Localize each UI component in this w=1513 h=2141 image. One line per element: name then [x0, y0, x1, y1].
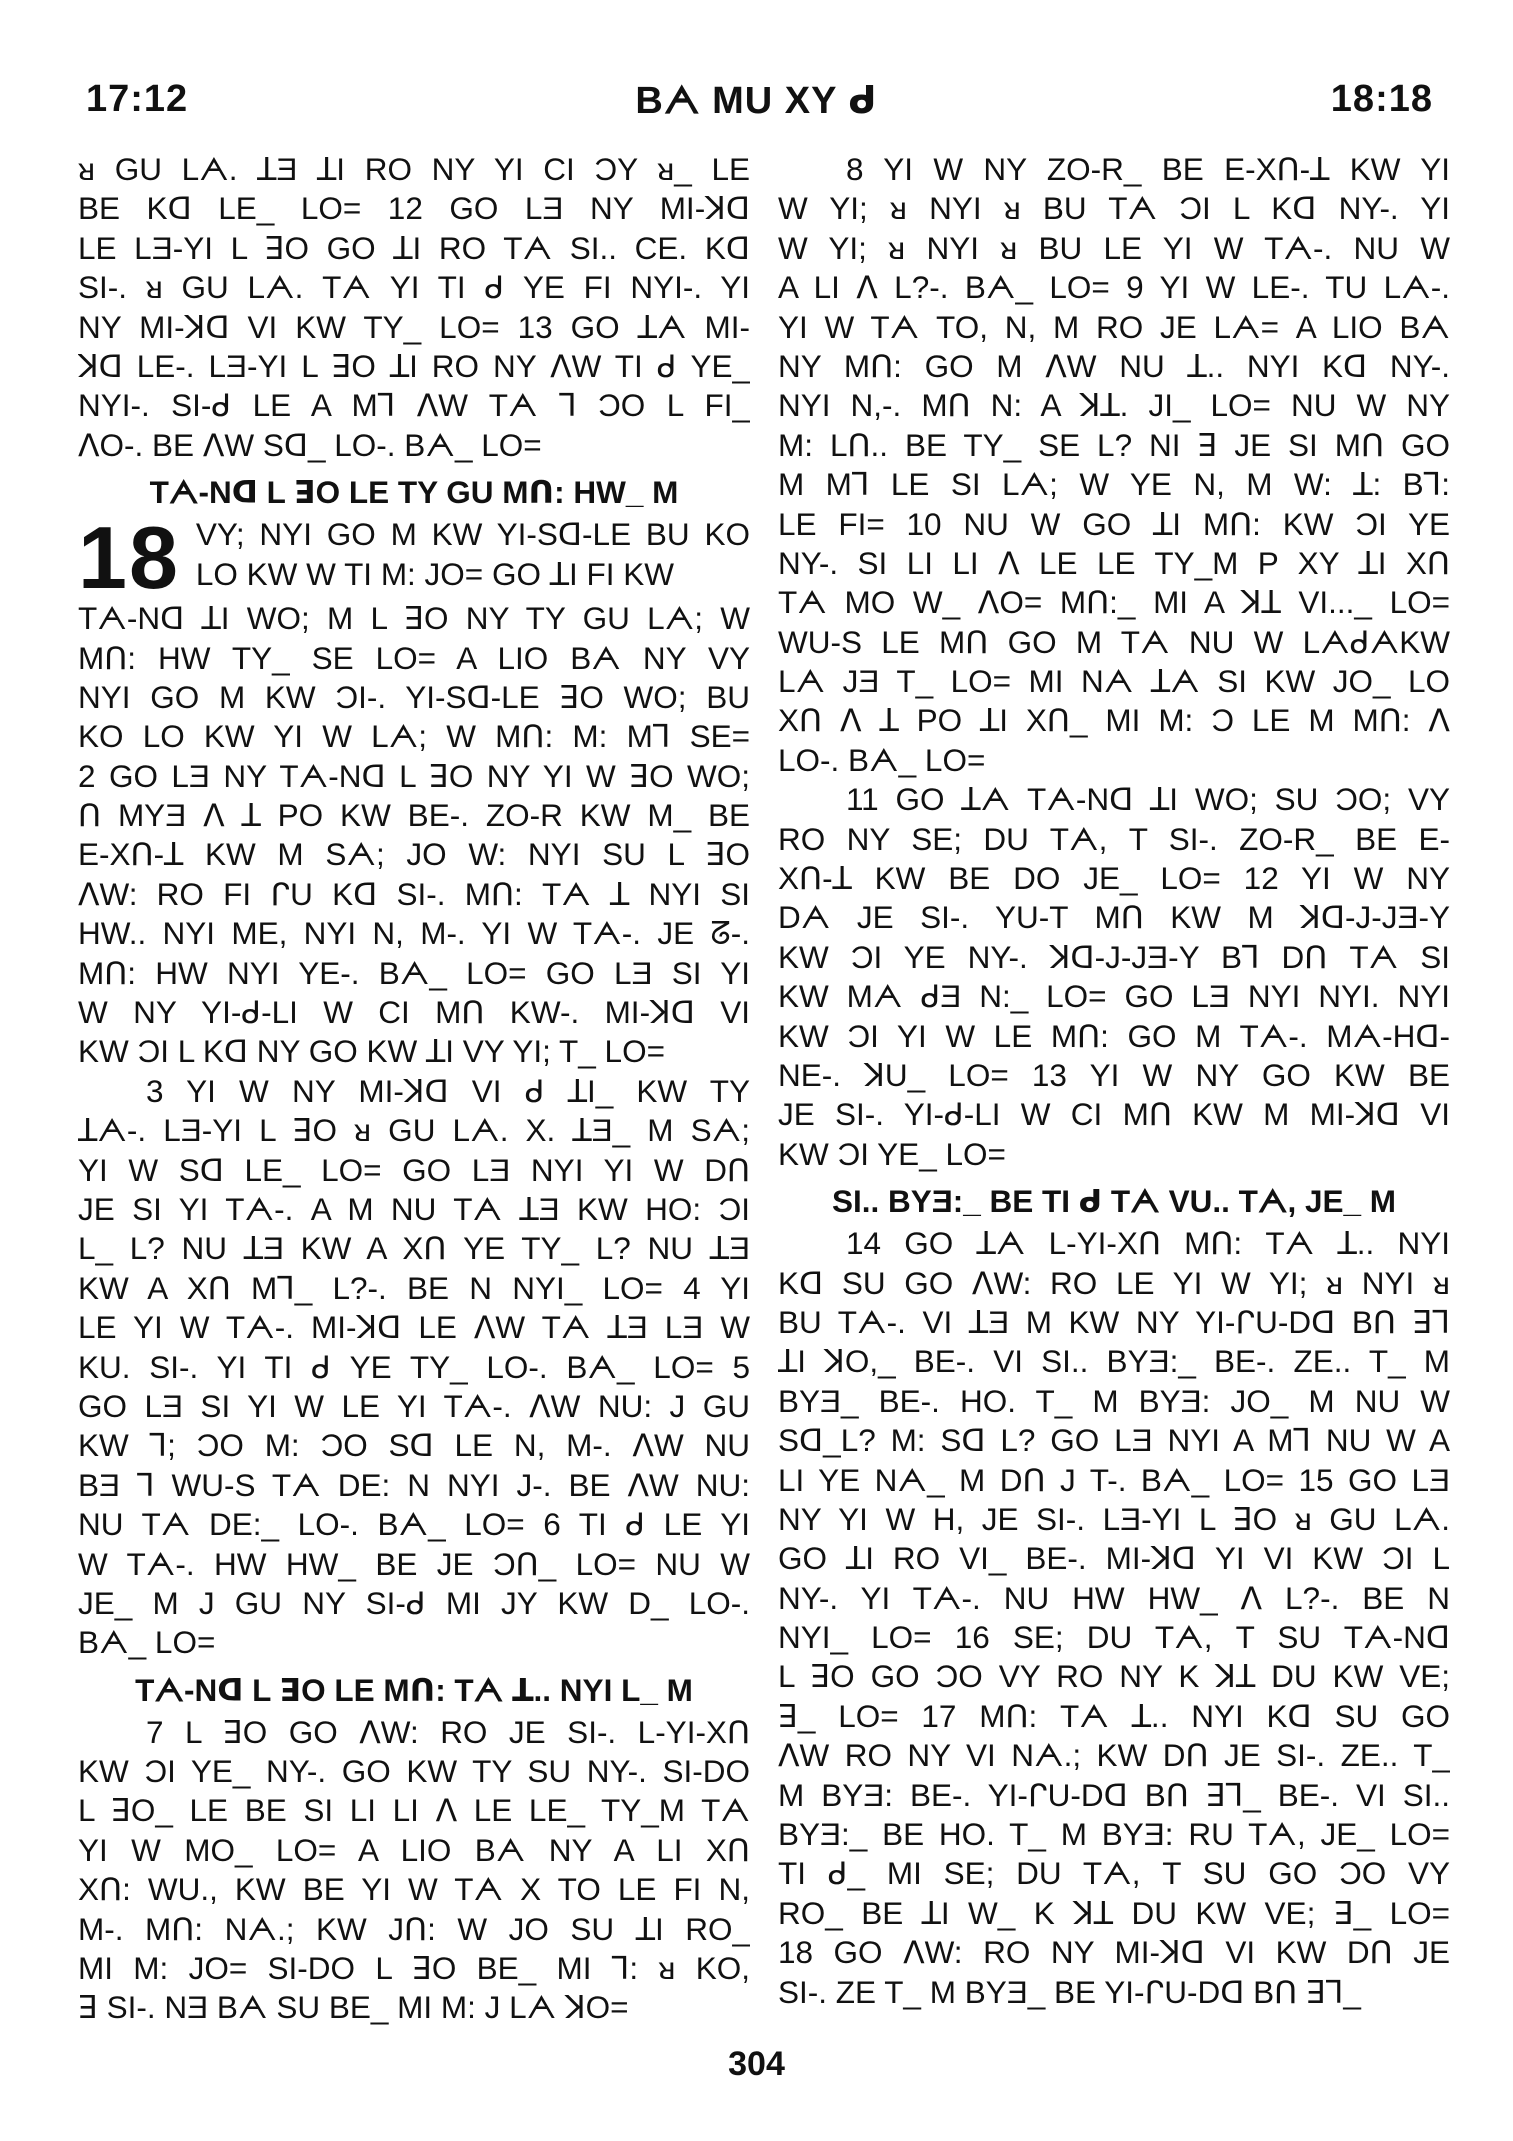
- section-heading: SI.. BYƎ:_ BE TI ᑯ Tᗅ VU.. Tᗅ, JE_ M: [831, 1183, 1397, 1220]
- text-line: W YI; ᴚ NYI ᴚ BU LE YI W Tᗅ-. NU W: [778, 229, 1450, 266]
- text-line: ꓱ_ LO= 17 Mᑎ: Tᗅ ꓕ.. NYI Kᗡ SU GO: [778, 1697, 1450, 1734]
- text-line: Tᗅ-Nᗡ ꓕI WO; M L ꓱO NY TY GU Lᗅ; W: [78, 600, 750, 637]
- text-line: ꓘᗡ LE-. LƎ-YI L ꓱO ꓕI RO NY ᐱW TI ᑯ YE_: [78, 347, 750, 384]
- text-line: YI W Sᗡ LE_ LO= GO LƎ NYI YI W Dᑎ: [78, 1151, 750, 1188]
- text-line: KW ƆI L Kᗡ NY GO KW ꓕI VY YI; T_ LO=: [78, 1033, 665, 1070]
- text-line: Mᑎ: HW NYI YE-. Bᗅ_ LO= GO LƎ SI YI: [78, 954, 750, 991]
- text-line: ꓱ SI-. NƎ Bᗅ SU BE_ MI M: J Lᗅ ꓘO=: [78, 1989, 629, 2026]
- text-line: NE-. ꓘU_ LO= 13 YI W NY GO KW BE: [778, 1056, 1450, 1093]
- text-line: JE SI-. YI-ᑯ-LI W CI Mᑎ KW M MI-ꓘᗡ VI: [778, 1096, 1450, 1133]
- text-line: LE FI= 10 NU W GO ꓕI Mᑎ: KW ƆI YE: [778, 505, 1450, 542]
- chapter-start: [78, 515, 750, 599]
- text-line: A LI ᐱ L?-. Bᗅ_ LO= 9 YI W LE-. TU Lᗅ-.: [778, 269, 1450, 306]
- text-line: Sᗡ_L? M: Sᗡ L? GO LƎ NYI A Mꓶ NU W A: [778, 1422, 1450, 1459]
- text-line: M-. Mᑎ: Nᗅ.; KW Jᑎ: W JO SU ꓕI RO_: [78, 1910, 750, 1947]
- text-line: L ꓱO_ LE BE SI LI LI ᐱ LE LE_ TY_M Tᗅ: [78, 1792, 750, 1829]
- chapter-verse-left: 17:12: [86, 78, 189, 120]
- text-line: ꓕᗅ-. LƎ-YI L ꓱO ᴚ GU Lᗅ. X. ꓕƎ_ M Sᗅ;: [78, 1112, 750, 1149]
- text-line: L ꓱO GO ƆO VY RO NY K ꓘꓕ DU KW VE;: [778, 1658, 1450, 1695]
- text-line: NY Mᑎ: GO M ᐱW NU ꓕ.. NYI Kᗡ NY-.: [778, 347, 1450, 384]
- text-line: NYI_ LO= 16 SE; DU Tᗅ, T SU Tᗅ-Nᗡ: [778, 1619, 1450, 1656]
- text-line: LO-. Bᗅ_ LO=: [778, 741, 986, 778]
- text-line: BE Kᗡ LE_ LO= 12 GO LƎ NY MI-ꓘᗡ: [78, 190, 750, 227]
- page-number: 304: [728, 2045, 785, 2083]
- text-line: M BYƎ: BE-. YI-ᒋU-Dᗡ Bᑎ ꓱꓶ_ BE-. VI SI..: [778, 1776, 1450, 1813]
- text-line: Lᗅ JƎ T_ LO= MI Nᗅ ꓕᗅ SI KW JO_ LO: [778, 663, 1450, 700]
- text-line: ᑎ MYƎ ᐱ ꓕ PO KW BE-. ZO-R KW M_ BE: [78, 797, 750, 834]
- text-line: KU. SI-. YI TI ᑯ YE TY_ LO-. Bᗅ_ LO= 5: [78, 1348, 750, 1385]
- text-line: RO NY SE; DU Tᗅ, T SI-. ZO-R_ BE E-: [778, 820, 1450, 857]
- text-line: M: Lᑎ.. BE TY_ SE L? NI ꓱ JE SI Mᑎ GO: [778, 426, 1450, 463]
- chapter-number: 18: [78, 515, 180, 600]
- text-line: Xᑎ: WU., KW BE YI W Tᗅ X TO LE FI N,: [78, 1871, 750, 1908]
- text-line: ᐱO-. BE ᐱW Sᗡ_ LO-. Bᗅ_ LO=: [78, 426, 542, 463]
- right-block-3: [778, 1264, 1450, 2012]
- left-block-1: [78, 150, 750, 465]
- text-line: 18 GO ᐱW: RO NY MI-ꓘᗡ VI KW Dᑎ JE: [778, 1934, 1450, 1971]
- text-line: LE LƎ-YI L ꓱO GO ꓕI RO Tᗅ SI.. CE. Kᗡ: [78, 229, 750, 266]
- text-line: KW ƆI YE_ NY-. GO KW TY SU NY-. SI-DO: [78, 1753, 750, 1790]
- text-line: W Tᗅ-. HW HW_ BE JE Ɔᑎ_ LO= NU W: [78, 1545, 750, 1582]
- text-line: BU Tᗅ-. VI ꓕƎ M KW NY YI-ᒋU-Dᗡ Bᑎ ꓱꓶ: [778, 1303, 1450, 1340]
- paragraph-start: 14 GO ꓕᗅ L-YI-Xᑎ Mᑎ: Tᗅ ꓕ.. NYI: [846, 1225, 1450, 1262]
- text-line: MI M: JO= SI-DO L ꓱO BE_ MI ꓶ: ᴚ KO,: [78, 1950, 750, 1987]
- text-line: NYI N,-. Mᑎ N: A ꓘꓕ. JI_ LO= NU W NY: [778, 387, 1450, 424]
- text-line: Dᗅ JE SI-. YU-T Mᑎ KW M ꓘᗡ-J-JƎ-Y: [778, 899, 1450, 936]
- right-column: [778, 150, 1450, 2012]
- text-line: L_ L? NU ꓕƎ KW A Xᑎ YE TY_ L? NU ꓕƎ: [78, 1230, 750, 1267]
- text-line: NY-. SI LI LI ᐱ LE LE TY_M P XY ꓕI Xᑎ: [778, 544, 1450, 581]
- book-title: Bᗅ MU XY ᑯ: [635, 80, 878, 122]
- text-line: JE_ M J GU NY SI-ᑯ MI JY KW D_ LO-.: [78, 1584, 750, 1621]
- text-line: LE YI W Tᗅ-. MI-ꓘᗡ LE ᐱW Tᗅ ꓕƎ LƎ W: [78, 1309, 750, 1346]
- left-block-4: [78, 1752, 750, 2028]
- text-line: ᴚ GU Lᗅ. ꓕƎ ꓕI RO NY YI CI ƆY ᴚ_ LE: [78, 151, 750, 187]
- chapter-verse-right: 18:18: [1330, 78, 1433, 120]
- text-line: KW ƆI YI W LE Mᑎ: GO M Tᗅ-. Mᗅ-Hᗡ-: [778, 1017, 1450, 1054]
- text-line: YI W Tᗅ TO, N, M RO JE Lᗅ= A LIO Bᗅ: [778, 308, 1450, 345]
- text-line: SI-. ᴚ GU Lᗅ. Tᗅ YI TI ᑯ YE FI NYI-. YI: [78, 269, 750, 306]
- text-line: Bᗅ_ LO=: [78, 1624, 216, 1661]
- paragraph-start: 7 L ꓱO GO ᐱW: RO JE SI-. L-YI-Xᑎ: [146, 1713, 750, 1750]
- text-line: GO ꓕI RO VI_ BE-. MI-ꓘᗡ YI VI KW ƆI L: [778, 1540, 1450, 1577]
- text-line: KW A Xᑎ Mꓶ_ L?-. BE N NYI_ LO= 4 YI: [78, 1269, 750, 1306]
- text-line: Xᑎ ᐱ ꓕ PO ꓕI Xᑎ_ MI M: Ɔ LE M Mᑎ: ᐱ: [778, 702, 1450, 739]
- text-line: ᐱW RO NY VI Nᗅ.; KW Dᑎ JE SI-. ZE.. T_: [778, 1737, 1450, 1774]
- text-line: E-Xᑎ-ꓕ KW M Sᗅ; JO W: NYI SU L ꓱO: [78, 836, 750, 873]
- text-line: Tᗅ MO W_ ᐱO= Mᑎ:_ MI A ꓘꓕ VI..._ LO=: [778, 584, 1450, 621]
- left-block-2: [78, 599, 750, 1072]
- text-line: NY-. YI Tᗅ-. NU HW HW_ ᐱ L?-. BE N: [778, 1579, 1450, 1616]
- text-line: KW ƆI YE_ LO=: [778, 1135, 1006, 1172]
- text-line: JE SI YI Tᗅ-. A M NU Tᗅ ꓕƎ KW HO: ƆI: [78, 1190, 750, 1227]
- right-block-1: [778, 189, 1450, 780]
- text-line: YI W MO_ LO= A LIO Bᗅ NY A LI Xᑎ: [78, 1831, 750, 1868]
- paragraph-start: 8 YI W NY ZO-R_ BE E-Xᑎ-ꓕ KW YI: [846, 151, 1450, 187]
- text-line: NYI-. SI-ᑯ LE A Mꓶ ᐱW Tᗅ ꓶ ƆO L FI_: [78, 387, 750, 424]
- text-line: M Mꓶ LE SI Lᗅ; W YE N, M W: ꓕ: Bꓶ:: [778, 466, 1450, 503]
- text-line: LO KW W TI M: JO= GO ꓕI FI KW: [195, 555, 674, 592]
- paragraph-start: 3 YI W NY MI-ꓘᗡ VI ᑯ ꓕI_ KW TY: [146, 1072, 750, 1109]
- text-line: ꓕI ꓘO,_ BE-. VI SI.. BYƎ:_ BE-. ZE.. T_ M: [778, 1343, 1450, 1380]
- text-line: LI YE Nᗅ_ M Dᑎ J T-. Bᗅ_ LO= 15 GO LƎ: [778, 1461, 1450, 1498]
- text-line: SI-. ZE T_ M BYƎ_ BE YI-ᒋU-Dᗡ Bᑎ ꓱꓶ_: [778, 1973, 1361, 2010]
- text-line: NU Tᗅ DE:_ LO-. Bᗅ_ LO= 6 TI ᑯ LE YI: [78, 1506, 750, 1543]
- text-line: NYI GO M KW ƆI-. YI-Sᗡ-LE ꓱO WO; BU: [78, 678, 750, 715]
- text-line: BƎ ꓶ WU-S Tᗅ DE: N NYI J-. BE ᐱW NU:: [78, 1466, 750, 1503]
- text-line: KW ƆI YE NY-. ꓘᗡ-J-JƎ-Y Bꓶ Dᑎ Tᗅ SI: [778, 938, 1450, 975]
- text-line: HW.. NYI ME, NYI N, M-. YI W Tᗅ-. JE ᘔ-.: [78, 915, 750, 952]
- left-block-3: [78, 1111, 750, 1662]
- paragraph-start: 11 GO ꓕᗅ Tᗅ-Nᗡ ꓕI WO; SU ƆO; VY: [846, 781, 1450, 818]
- text-line: BYƎ_ BE-. HO. T_ M BYƎ: JO_ M NU W: [778, 1382, 1450, 1419]
- text-line: KW Mᗅ ᑯƎ N:_ LO= GO LƎ NYI NYI. NYI: [778, 978, 1450, 1015]
- text-line: Kᗡ SU GO ᐱW: RO LE YI W YI; ᴚ NYI ᴚ: [778, 1264, 1450, 1301]
- section-heading: Tᗅ-Nᗡ L ꓱO LE TY GU Mᑎ: HW_ M: [149, 474, 679, 511]
- text-line: TI ᑯ_ MI SE; DU Tᗅ, T SU GO ƆO VY: [778, 1855, 1450, 1892]
- text-line: NY MI-ꓘᗡ VI KW TY_ LO= 13 GO ꓕᗅ MI-: [78, 308, 750, 345]
- text-line: W NY YI-ᑯ-LI W CI Mᑎ KW-. MI-ꓘᗡ VI: [78, 994, 750, 1031]
- text-line: W YI; ᴚ NYI ᴚ BU Tᗅ ƆI L Kᗡ NY-. YI: [778, 190, 1450, 227]
- text-line: 2 GO LƎ NY Tᗅ-Nᗡ L ꓱO NY YI W ꓱO WO;: [78, 757, 750, 794]
- text-line: BYƎ:_ BE HO. T_ M BYƎ: RU Tᗅ, JE_ LO=: [778, 1816, 1450, 1853]
- text-line: VY; NYI GO M KW YI-Sᗡ-LE BU KO: [195, 516, 750, 553]
- text-line: Xᑎ-ꓕ KW BE DO JE_ LO= 12 YI W NY: [778, 860, 1450, 897]
- text-line: KO LO KW YI W Lᗅ; W Mᑎ: M: Mꓶ SE=: [78, 718, 750, 755]
- text-line: Mᑎ: HW TY_ SE LO= A LIO Bᗅ NY VY: [78, 639, 750, 676]
- text-line: KW ꓶ; ƆO M: ƆO Sᗡ LE N, M-. ᐱW NU: [78, 1427, 750, 1464]
- section-heading: Tᗅ-Nᗡ L ꓱO LE Mᑎ: Tᗅ ꓕ.. NYI L_ M: [135, 1671, 693, 1708]
- text-line: WU-S LE Mᑎ GO M Tᗅ NU W LᗅᑯᗅKW: [778, 623, 1450, 660]
- left-column: [78, 150, 750, 2028]
- text-line: ᐱW: RO FI ᒋU Kᗡ SI-. Mᑎ: Tᗅ ꓕ NYI SI: [78, 875, 750, 912]
- right-block-2: [778, 820, 1450, 1175]
- text-line: RO_ BE ꓕI W_ K ꓘꓕ DU KW VE; ꓱ_ LO=: [778, 1894, 1450, 1931]
- text-line: GO LƎ SI YI W LE YI Tᗅ-. ᐱW NU: J GU: [78, 1387, 750, 1424]
- text-line: NY YI W H, JE SI-. LƎ-YI L ꓱO ᴚ GU Lᗅ.: [778, 1500, 1450, 1537]
